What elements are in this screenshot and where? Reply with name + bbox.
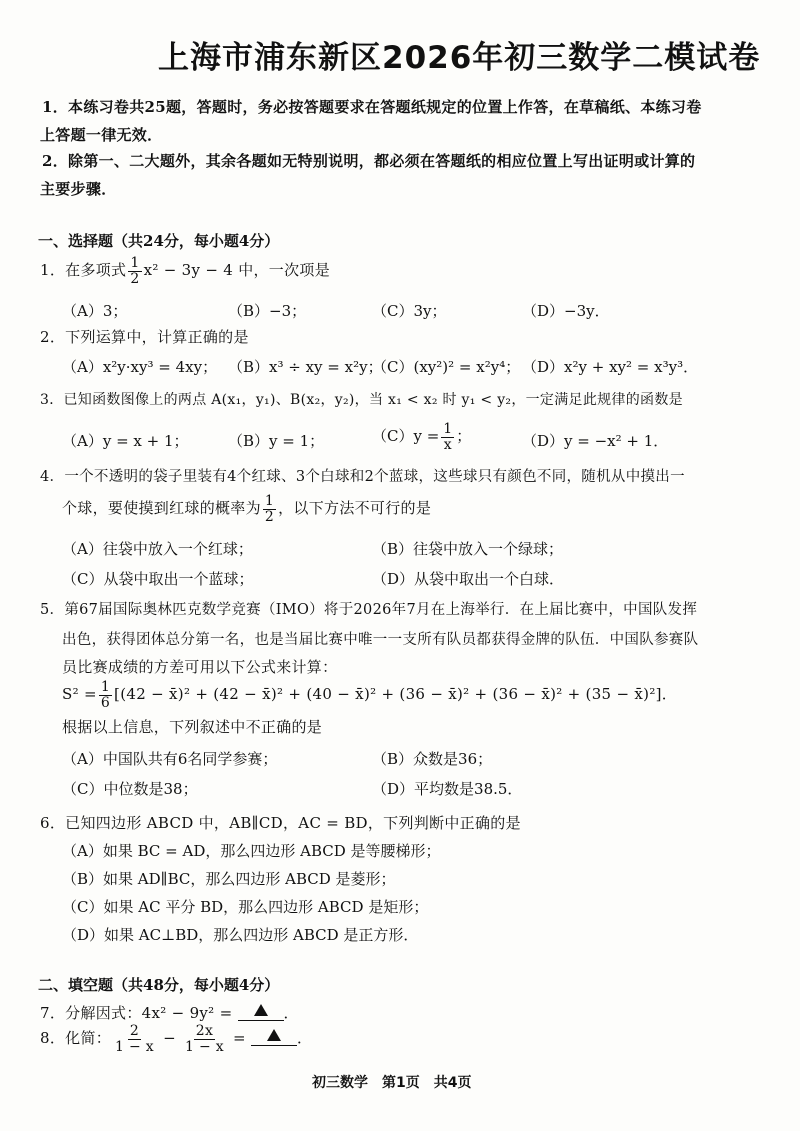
note-line-3: 2．除第一、二大题外，其余各题如无特别说明，都必须在答题纸的相应位置上写出证明或计算的 (42, 152, 696, 170)
page-title: 上海市浦东新区2026年初三数学二模试卷 (158, 40, 761, 76)
note-line-1: 1．本练习卷共25题，答题时，务必按答题要求在答题纸规定的位置上作答，在草稿纸、本练习卷 (42, 98, 702, 116)
note-line-4: 主要步骤． (40, 180, 117, 198)
q8-equals: = (233, 1029, 246, 1048)
q2-option-b: （B）x³ ÷ xy = x²y； (228, 358, 383, 376)
q5-frac-den: 6 (100, 694, 111, 711)
q5-frac-num: 1 (100, 679, 111, 695)
q3-c-frac-den: x (443, 436, 452, 453)
q5-formula-body: [(42 − x̄)² + (42 − x̄)² + (40 − x̄)² + (36 − x̄)² + (36 − x̄)² + (35 − x̄)²]． (114, 685, 678, 704)
q5-question: 根据以上信息，下列叙述中不正确的是 (62, 718, 323, 736)
question-6: 6．已知四边形 ABCD 中，AB∥CD，AC = BD，下列判断中正确的是 (40, 814, 521, 832)
q1-frac-den: 2 (130, 270, 140, 287)
question-3: 3．已知函数图像上的两点 A(x₁，y₁)、B(x₂，y₂)，当 x₁ < x₂ 时 y₁ < y₂，一定满足此规律的函数是 (40, 392, 683, 408)
q8-prefix: 8．化简： (40, 1029, 112, 1048)
q4-option-d: （D）从袋中取出一个白球． (372, 570, 565, 588)
question-5-line-2: 出色，获得团体总分第一名，也是当届比赛中唯一一支所有队员都获得金牌的队伍．中国队参赛队 (62, 632, 699, 648)
q8-f2-den: 1 − x (185, 1038, 224, 1055)
q1-prefix: 1．在多项式 (40, 261, 127, 280)
q5-formula-prefix: S² = (62, 685, 97, 704)
q1-expression: x² − 3y − 4 中，一次项是 (143, 261, 330, 280)
q7-stem: 7．分解因式：4x² − 9y² = (40, 1004, 233, 1022)
q4-frac-den: 2 (264, 508, 275, 525)
question-2: 2．下列运算中，计算正确的是 (40, 328, 249, 346)
q4-frac-num: 1 (264, 493, 275, 509)
q8-tail: ． (296, 1029, 313, 1048)
q3-option-c (372, 422, 471, 452)
q3-option-b: （B）y = 1； (228, 432, 325, 450)
q3-c-frac-num: 1 (443, 421, 453, 437)
q1-frac-num: 1 (130, 255, 140, 271)
q5-variance-formula (62, 680, 677, 710)
page-footer: 初三数学 第1页 共4页 (312, 1075, 472, 1091)
q8-answer-blank[interactable] (251, 1027, 297, 1046)
question-4-line-2 (62, 494, 431, 524)
q7-answer-blank[interactable] (238, 1002, 284, 1021)
q5-option-a: （A）中国队共有6名同学参赛； (62, 750, 278, 768)
q4-option-c: （C）从袋中取出一个蓝球； (62, 570, 254, 588)
q4-option-b: （B）往袋中放入一个绿球； (372, 540, 564, 558)
section-choice-heading: 一、选择题（共24分，每小题4分） (38, 232, 280, 250)
q8-f1-den: 1 − x (115, 1038, 154, 1055)
q6-option-d: （D）如果 AC⊥BD，那么四边形 ABCD 是正方形． (62, 926, 419, 944)
question-7 (40, 1002, 299, 1023)
q3-option-c-tail: ； (456, 427, 472, 446)
q5-option-c: （C）中位数是38； (62, 780, 198, 798)
question-4-line-1: 4．一个不透明的袋子里装有4个红球、3个白球和2个蓝球，这些球只有颜色不同，随机从中摸出一 (40, 469, 685, 485)
question-5-line-1: 5．第67届国际奥林匹克数学竞赛（IMO）将于2026年7月在上海举行．在上届比赛中，中国队发挥 (40, 602, 698, 618)
answer-triangle-icon (267, 1029, 281, 1041)
q8-fraction-2 (183, 1024, 226, 1054)
question-1 (40, 256, 330, 286)
q6-option-a: （A）如果 BC = AD，那么四边形 ABCD 是等腰梯形； (62, 842, 441, 860)
q2-option-a: （A）x²y·xy³ = 4xy； (62, 358, 218, 376)
q4-option-a: （A）往袋中放入一个红球； (62, 540, 253, 558)
q5-formula-fraction (99, 680, 112, 710)
q6-option-b: （B）如果 AD∥BC，那么四边形 ABCD 是菱形； (62, 870, 396, 888)
q5-option-d: （D）平均数是38.5． (372, 780, 523, 798)
q8-f1-num: 2 (129, 1023, 140, 1039)
q4-line2-suffix: ，以下方法不可行的是 (278, 499, 432, 518)
question-8 (40, 1024, 312, 1054)
q1-option-c: （C）3y； (372, 302, 447, 320)
q1-fraction (128, 256, 141, 286)
q3-option-c-fraction (441, 422, 454, 452)
answer-triangle-icon (254, 1004, 268, 1016)
q1-option-a: （A）3； (62, 302, 128, 320)
q8-f2-num: 2x (195, 1023, 214, 1039)
question-5-line-3: 员比赛成绩的方差可用以下公式来计算： (62, 658, 338, 676)
q2-option-c: （C）(xy²)² = x²y⁴； (372, 358, 521, 376)
q4-line2-prefix: 个球，要使摸到红球的概率为 (62, 499, 261, 518)
q1-option-b: （B）−3； (228, 302, 307, 320)
q2-option-d: （D）x²y + xy² = x³y³． (522, 358, 699, 376)
section-fill-heading: 二、填空题（共48分，每小题4分） (38, 976, 280, 994)
note-line-2: 上答题一律无效． (40, 126, 163, 144)
q3-option-a: （A）y = x + 1； (62, 432, 189, 450)
q4-fraction (263, 494, 276, 524)
q5-option-b: （B）众数是36； (372, 750, 493, 768)
q6-option-c: （C）如果 AC 平分 BD，那么四边形 ABCD 是矩形； (62, 898, 429, 916)
q3-option-d: （D）y = −x² + 1． (522, 432, 669, 450)
q3-option-c-label: （C）y = (372, 427, 440, 446)
q8-minus: − (163, 1029, 176, 1048)
q1-option-d: （D）−3y． (522, 302, 610, 320)
q7-tail: ． (283, 1004, 299, 1022)
q8-fraction-1 (113, 1024, 156, 1054)
